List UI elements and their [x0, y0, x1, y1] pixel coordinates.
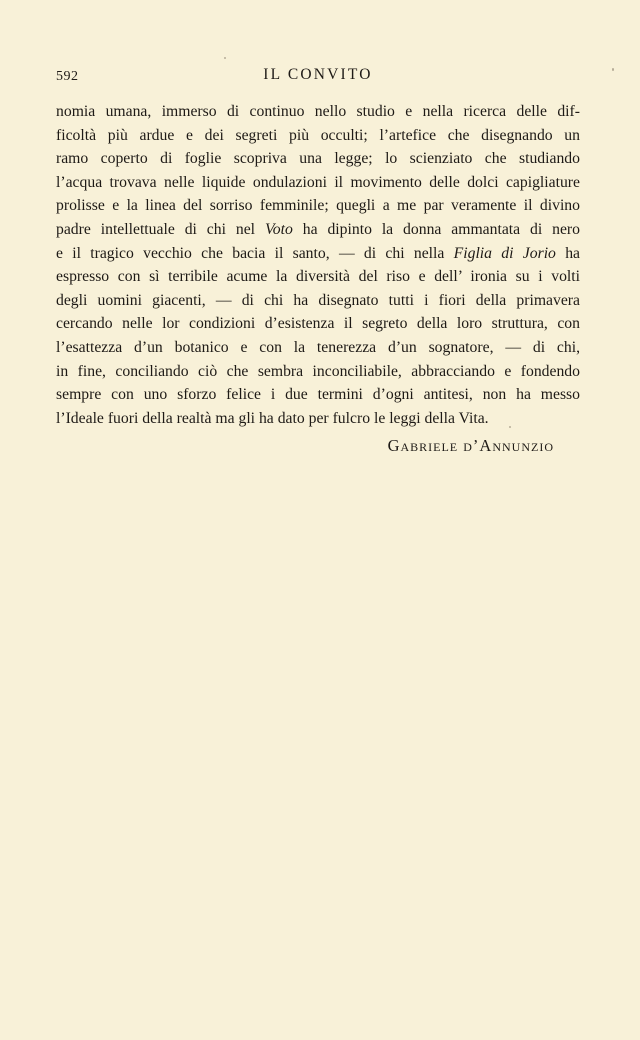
- text-line: ficoltà più ardue e dei segreti più occulti; l’artefice che disegnando un: [56, 126, 580, 144]
- text-line: in fine, conciliando ciò che sembra inconciliabile, abbracciando e fondendo: [56, 362, 580, 380]
- text-line: sempre con uno sforzo felice i due termini d’ogni antitesi, non ha messo: [56, 386, 580, 404]
- page-header: [56, 66, 580, 88]
- author-signature: Gabriele d’Annunzio: [387, 436, 554, 455]
- running-title: IL CONVITO: [263, 66, 373, 83]
- italic-title-figlia-di-jorio: Figlia di Jorio: [453, 244, 556, 262]
- paper-speck: [224, 57, 226, 59]
- paper-speck: [509, 426, 511, 428]
- page-number: 592: [56, 69, 79, 84]
- text-line: cercando nelle lor condizioni d’esistenza il segreto della loro struttura, con: [56, 315, 580, 333]
- text-line: l’esattezza d’un botanico e con la tenerezza d’un sognatore, — di chi,: [56, 338, 580, 356]
- text-line: l’Ideale fuori della realtà ma gli ha dato per fulcro le leggi della Vita.: [56, 409, 489, 427]
- italic-title-voto: Voto: [264, 220, 293, 238]
- text-line: degli uomini giacenti, — di chi ha disegnato tutti i fiori della primavera: [56, 291, 580, 309]
- paper-speck: [612, 68, 614, 71]
- text-line: ramo coperto di foglie scopriva una legge; lo scienziato che studiando: [56, 150, 580, 168]
- text-line: e il tragico vecchio che bacia il santo, — di chi nella Figlia di Jorio ha: [56, 244, 581, 262]
- text-line: l’acqua trovava nelle liquide ondulazioni il movimento delle dolci capigliature: [56, 173, 580, 191]
- text-line: padre intellettuale di chi nel Voto ha dipinto la donna ammantata di nero: [56, 220, 580, 238]
- text-line: espresso con sì terribile acume la diversità del riso e dell’ ironia su i volti: [56, 268, 580, 286]
- text-line: nomia umana, immerso di continuo nello studio e nella ricerca delle dif-: [56, 103, 580, 120]
- text-line: prolisse e la linea del sorriso femminile; quegli a me par veramente il divino: [56, 197, 580, 215]
- body-text: [56, 100, 580, 430]
